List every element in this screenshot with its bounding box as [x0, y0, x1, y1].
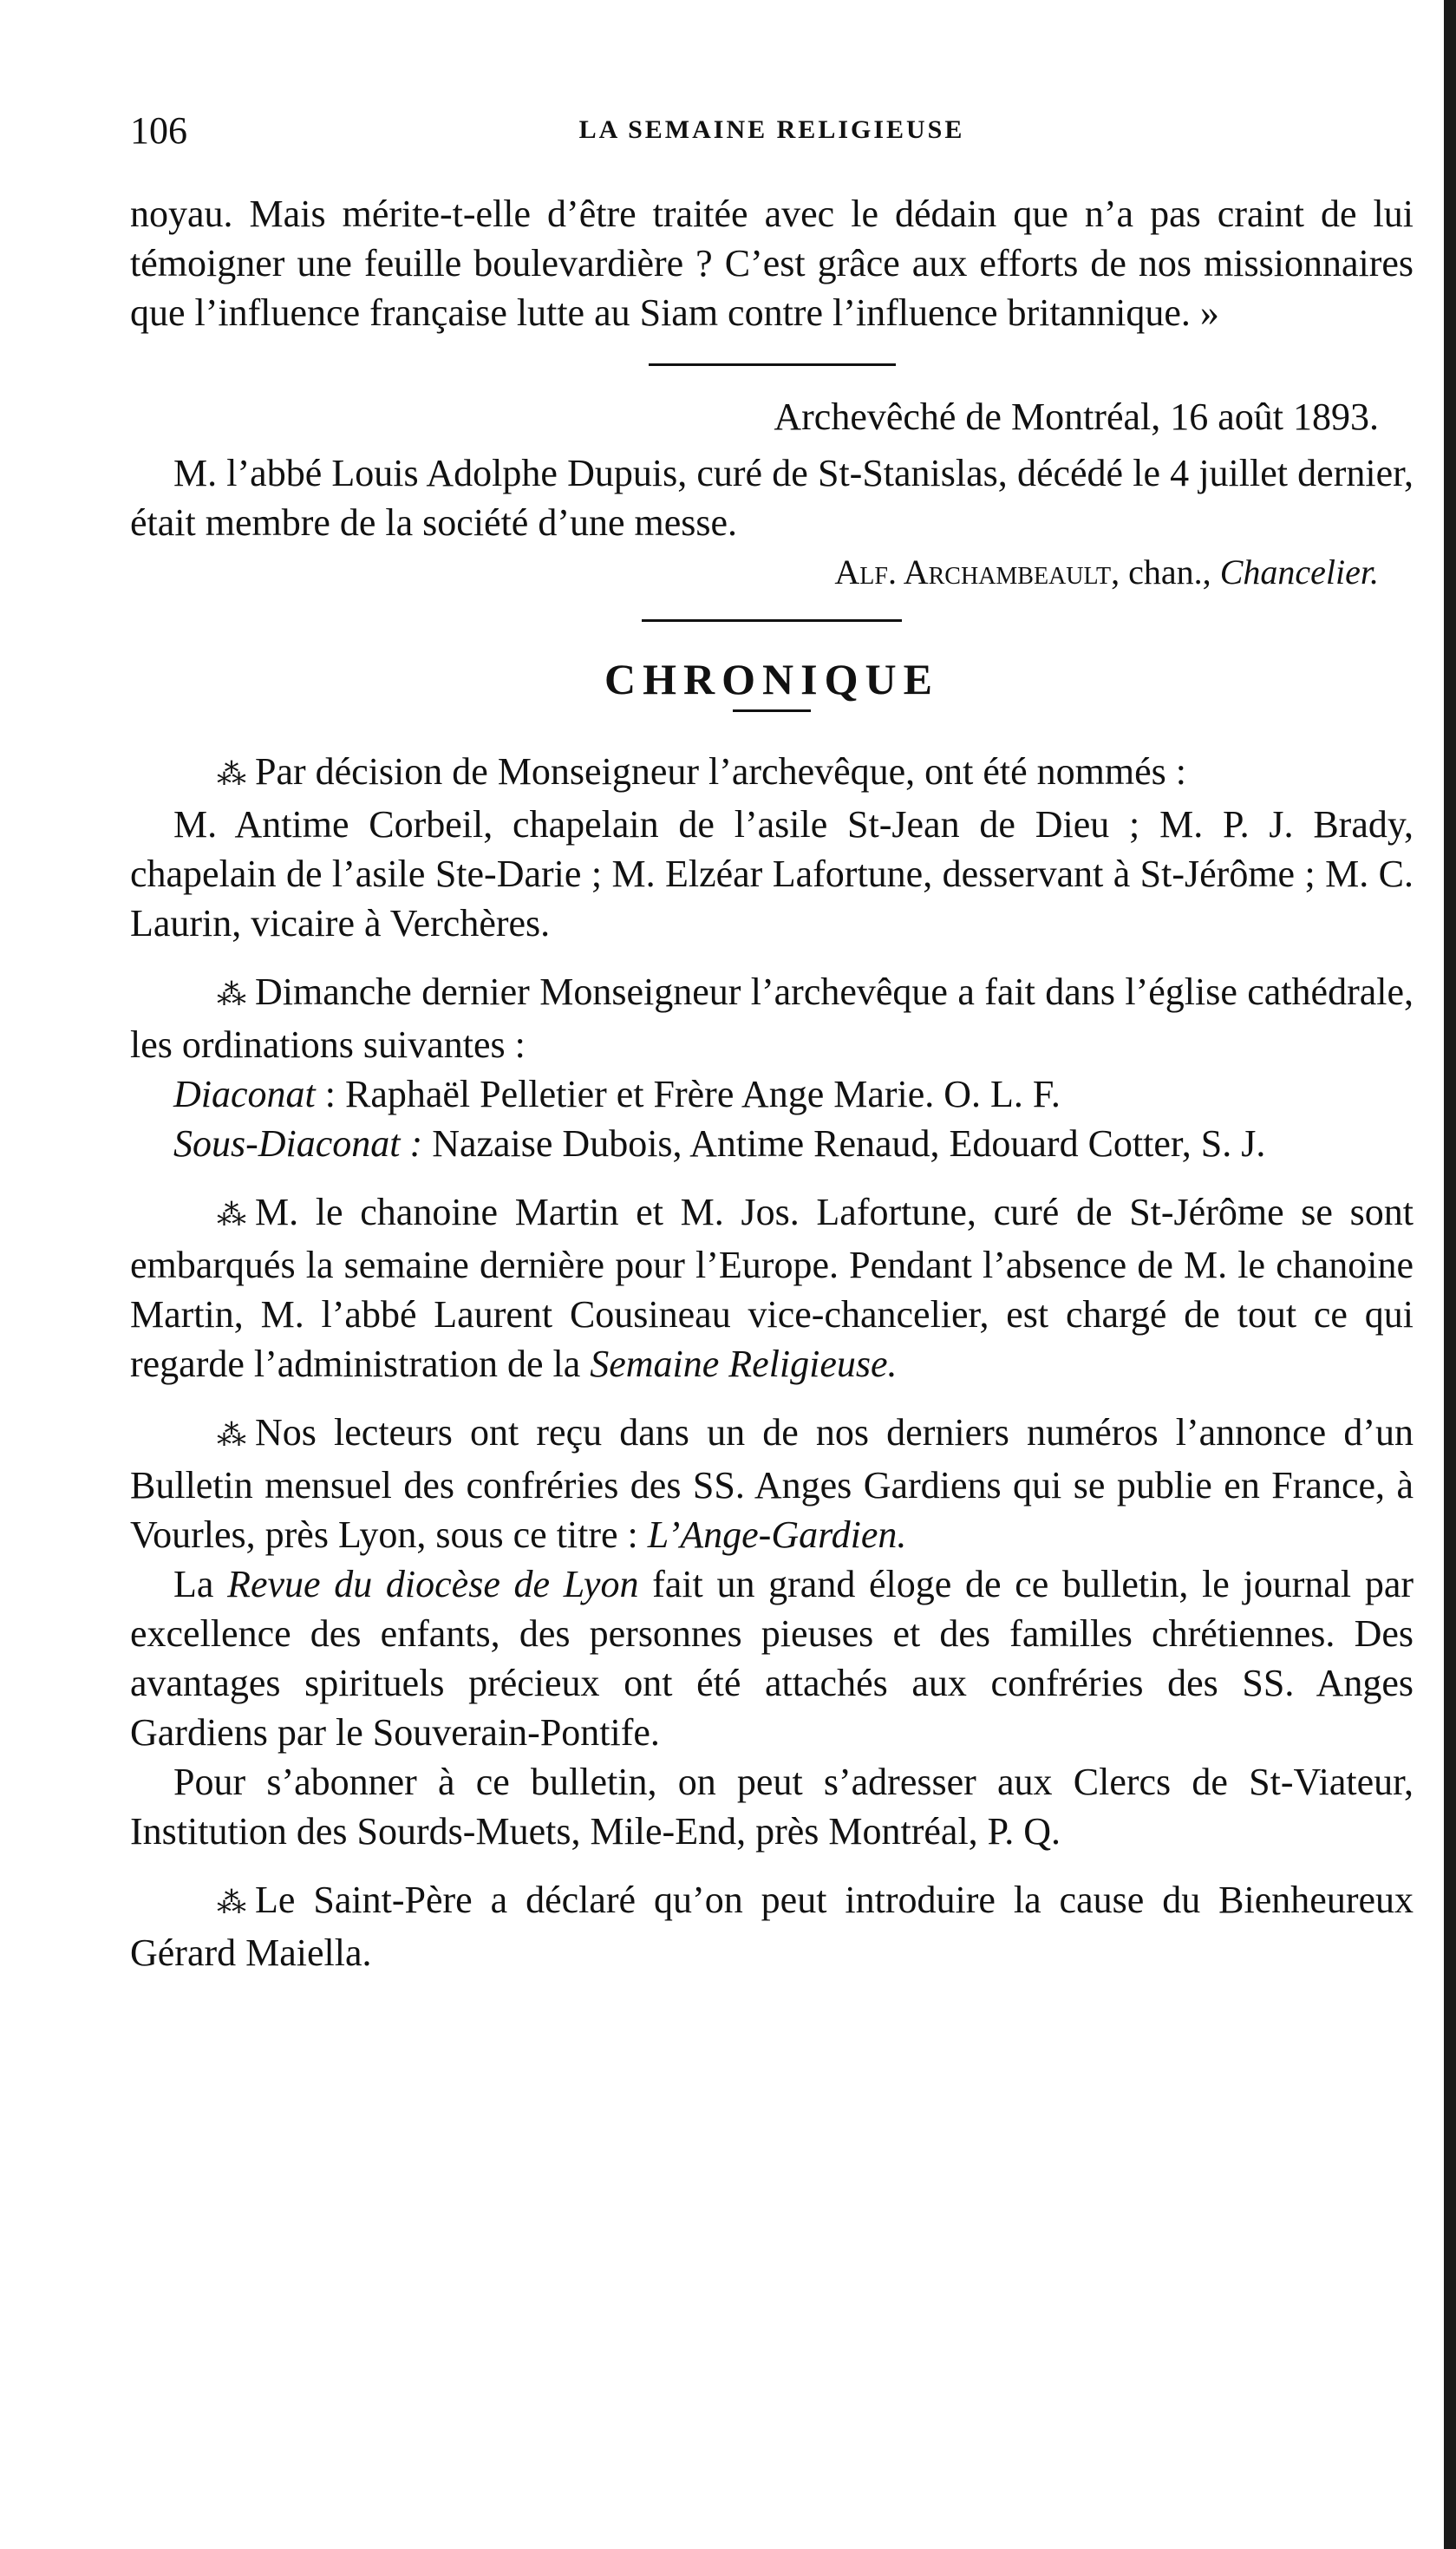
asterism-icon: ⁂: [217, 759, 245, 791]
subscribe-paragraph: Pour s’abonner à ce bulletin, on peut s’adresser aux Clercs de St-Viateur, Institution des Sourds-Muets, Mile-End, près Montréal, P. Q.: [130, 1761, 1414, 1853]
revue-paragraph: La Revue du diocèse de Lyon fait un grand éloge de ce bulletin, le journal par excellence des enfants, des personnes pieuses et des familles chrétiennes. Des avantages spirituels précieux ont été attachés aux confréries des SS. Anges Gardiens par le Souverain-Pontife.: [130, 1563, 1414, 1754]
separator-rule: [642, 619, 902, 622]
asterism-icon: ⁂: [217, 1199, 245, 1232]
sous-diaconat-label: Sous-Diaconat :: [173, 1122, 423, 1165]
appointments-list: M. Antime Corbeil, chapelain de l’asile St-Jean de Dieu ; M. P. J. Brady, chapelain de l’asile Ste-Darie ; M. Elzéar Lafortune, desservant à St-Jérôme ; M. C. Laurin, vicaire à Verchères.: [130, 803, 1414, 944]
signature-name: Alf. Archambeault: [834, 552, 1112, 591]
asterism-icon: ⁂: [217, 1887, 245, 1919]
travel-paragraph: ⁂ M. le chanoine Martin et M. Jos. Lafortune, curé de St-Jérôme se sont embarqués la semaine dernière pour l’Europe. Pendant l’absence de M. le chanoine Martin, M. l’abbé Laurent Cousineau vice-chancelier, est chargé de tout ce qui regarde l’administration de la Semaine Religieuse.: [130, 1191, 1414, 1385]
page-body: [130, 189, 1414, 1977]
signature-role: Chancelier.: [1219, 552, 1379, 591]
sous-diaconat-line: Sous-Diaconat : Nazaise Dubois, Antime Renaud, Edouard Cotter, S. J.: [173, 1122, 1266, 1165]
notice-body: M. l’abbé Louis Adolphe Dupuis, curé de St-Stanislas, décédé le 4 juillet dernier, était membre de la société d’une messe.: [130, 452, 1414, 544]
page-header: [130, 108, 1414, 160]
diaconat-line: Diaconat : Raphaël Pelletier et Frère Ange Marie. O. L. F.: [173, 1073, 1061, 1115]
title-underline: [733, 709, 811, 712]
notice-dateline: Archevêché de Montréal, 16 août 1893.: [774, 395, 1379, 438]
running-title: LA SEMAINE RELIGIEUSE: [578, 115, 965, 144]
bulletin-paragraph: ⁂ Nos lecteurs ont reçu dans un de nos derniers numéros l’annonce d’un Bulletin mensuel des confréries des SS. Anges Gardiens qui se publie en France, à Vourles, près Lyon, sous ce titre : L’Ange-Gardien.: [130, 1411, 1414, 1556]
diaconat-label: Diaconat: [173, 1073, 316, 1115]
signature-title: , chan.,: [1111, 552, 1220, 591]
asterism-icon: ⁂: [217, 979, 245, 1011]
page-number: 106: [130, 109, 187, 152]
section-title: CHRONIQUE: [604, 655, 939, 703]
intro-paragraph: noyau. Mais mérite-t-elle d’être traitée avec le dédain que n’a pas craint de lui témoigner une feuille boulevardière ? C’est grâce aux efforts de nos missionnaires que l’influence française lutte au Siam contre l’influence britannique. »: [130, 193, 1414, 334]
page-edge-shadow: [1444, 0, 1456, 2549]
beatification-paragraph: ⁂ Le Saint-Père a déclaré qu’on peut introduire la cause du Bienheureux Gérard Maiella.: [130, 1879, 1414, 1974]
appointments-intro: ⁂ Par décision de Monseigneur l’archevêque, ont été nommés :: [130, 747, 1414, 800]
ordinations-intro: ⁂ Dimanche dernier Monseigneur l’archevêque a fait dans l’église cathédrale, les ordinations suivantes :: [130, 971, 1414, 1066]
separator-rule: [649, 363, 896, 366]
asterism-icon: ⁂: [217, 1420, 245, 1452]
notice-signature: [130, 547, 1414, 597]
